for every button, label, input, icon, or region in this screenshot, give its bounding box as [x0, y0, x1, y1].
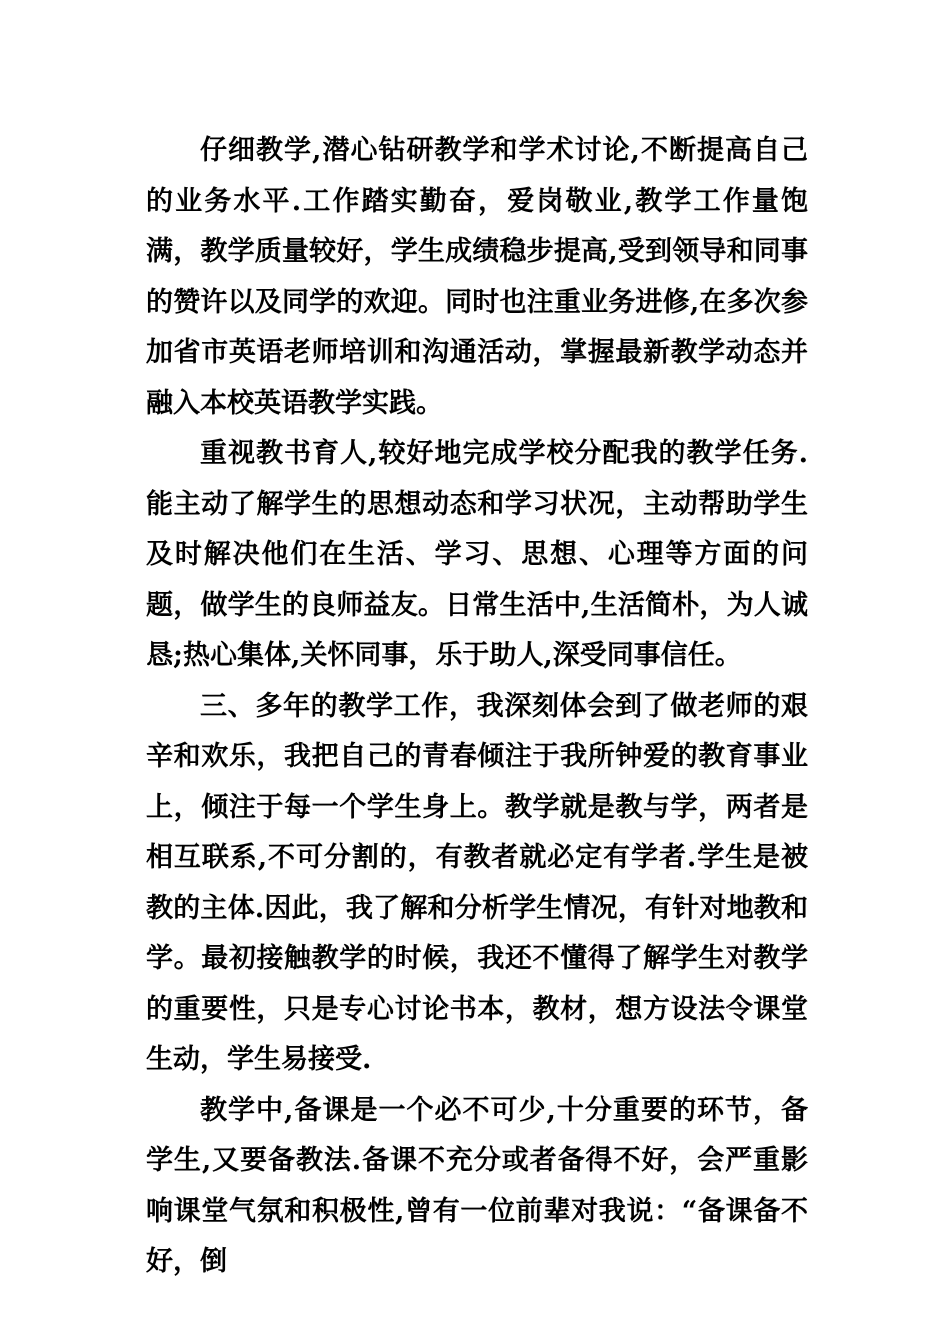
paragraph-2: 重视教书育人,较好地完成学校分配我的教学任务.能主动了解学生的思想动态和学习状况，主动帮助学生及时解决他们在生活、学习、思想、心理等方面的问题，做学生的良师益友。日常生活中,生活简朴，为人诚恳;热心集体,关怀同事，乐于助人,深受同事信任。 [146, 438, 808, 671]
document-body [146, 126, 808, 1288]
paragraph-4: 教学中,备课是一个必不可少,十分重要的环节，备学生,又要备教法.备课不充分或者备得不好，会严重影响课堂气氛和积极性,曾有一位前辈对我说：“备课备不好，倒 [146, 1094, 808, 1277]
paragraph-3: 三、多年的教学工作，我深刻体会到了做老师的艰辛和欢乐，我把自己的青春倾注于我所钟爱的教育事业上，倾注于每一个学生身上。教学就是教与学，两者是相互联系,不可分割的，有教者就必定有学者.学生是被教的主体.因此，我了解和分析学生情况，有针对地教和学。最初接触教学的时候，我还不懂得了解学生对教学的重要性，只是专心讨论书本，教材，想方设法令课堂生动，学生易接受. [146, 690, 808, 1075]
paragraph-1: 仔细教学,潜心钻研教学和学术讨论,不断提高自己的业务水平.工作踏实勤奋，爱岗敬业,教学工作量饱满，教学质量较好，学生成绩稳步提高,受到领导和同事的赞许以及同学的欢迎。同时也注重业务进修,在多次参加省市英语老师培训和沟通活动，掌握最新教学动态并融入本校英语教学实践。 [146, 135, 808, 419]
